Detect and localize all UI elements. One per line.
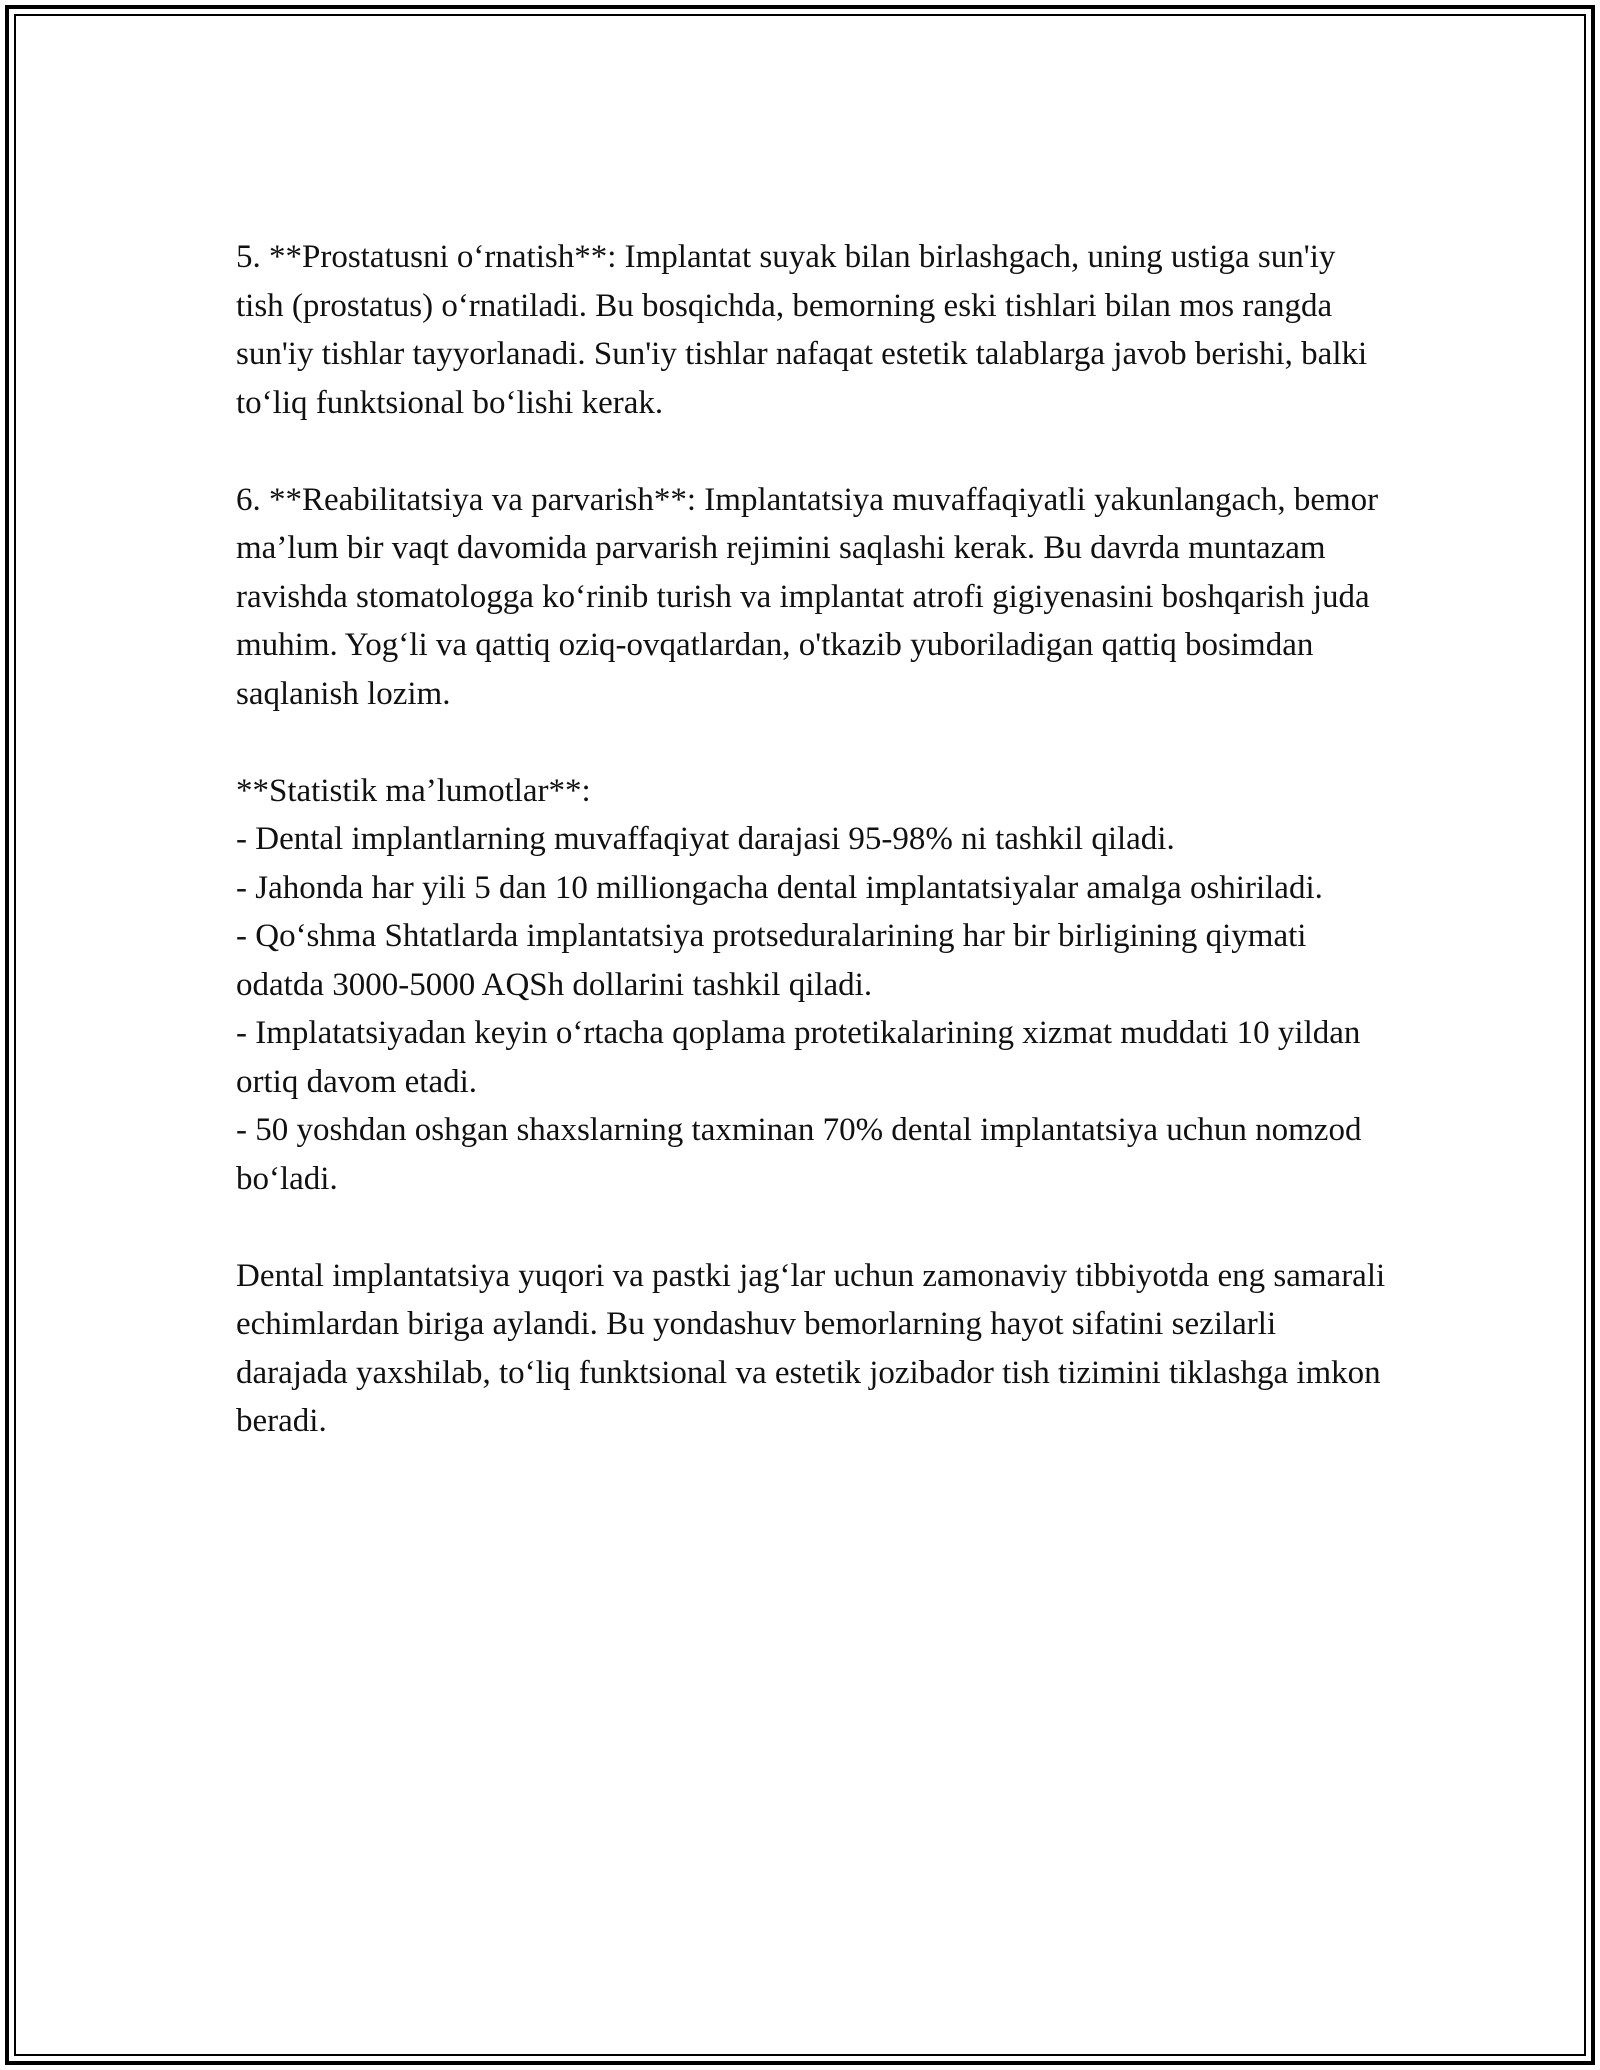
step-6-paragraph: 6. **Reabilitatsiya va parvarish**: Implantatsiya muvaffaqiyatli yakunlangach, bemor ma’lum bir vaqt davomida parvarish rejimini saqlashi kerak. Bu davrda muntazam ravishda stomatologga ko‘rinib turish va implantat atrofi gigiyenasini boshqarish juda muhim. Yog‘li va qattiq oziq-ovqatlardan, o'tkazib yuboriladigan qattiq bosimdan saqlanish lozim.	[236, 481, 1379, 712]
step-5-paragraph: 5. **Prostatusni o‘rnatish**: Implantat suyak bilan birlashgach, uning ustiga sun'iy tish (prostatus) o‘rnatiladi. Bu bosqichda, bemorning eski tishlari bilan mos rangda sun'iy tishlar tayyorlanadi. Sun'iy tishlar nafaqat estetik talablarga javob berishi, balki to‘liq funktsional bo‘lishi kerak.	[236, 239, 1368, 421]
statistics-heading: **Statistik ma’lumotlar**:	[236, 772, 591, 809]
paragraph-spacer	[236, 718, 1386, 767]
paragraph-spacer	[236, 427, 1386, 476]
document-body	[236, 233, 1386, 1446]
statistics-item: - Qo‘shma Shtatlarda implantatsiya protseduralarining har bir birligining qiymati odatda 3000-5000 AQSh dollarini tashkil qiladi.	[236, 918, 1307, 1003]
statistics-item: - Implatatsiyadan keyin o‘rtacha qoplama protetikalarining xizmat muddati 10 yildan ortiq davom etadi.	[236, 1015, 1361, 1100]
statistics-item: - Jahonda har yili 5 dan 10 milliongacha dental implantatsiyalar amalga oshiriladi.	[236, 869, 1323, 906]
statistics-list	[236, 815, 1386, 1203]
conclusion-paragraph: Dental implantatsiya yuqori va pastki jag‘lar uchun zamonaviy tibbiyotda eng samarali echimlardan biriga aylandi. Bu yondashuv bemorlarning hayot sifatini sezilarli darajada yaxshilab, to‘liq funktsional va estetik jozibador tish tizimini tiklashga imkon beradi.	[236, 1257, 1386, 1439]
statistics-item: - 50 yoshdan oshgan shaxslarning taxminan 70% dental implantatsiya uchun nomzod bo‘ladi.	[236, 1112, 1362, 1197]
statistics-item: - Dental implantlarning muvaffaqiyat darajasi 95-98% ni tashkil qiladi.	[236, 821, 1175, 857]
paragraph-spacer	[236, 1203, 1386, 1252]
